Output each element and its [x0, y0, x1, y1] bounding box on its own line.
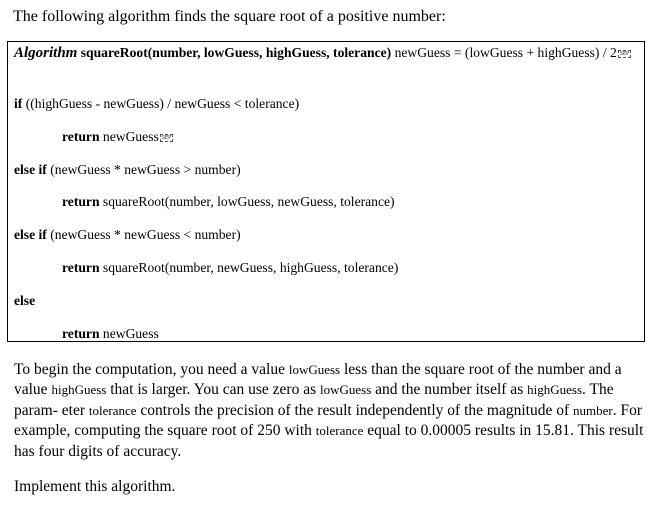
para-text-6: controls the precision of the result independently of the magnitude of [136, 401, 573, 419]
line-if-keyword: if [14, 96, 23, 111]
code-tolerance-2: tolerance [315, 423, 364, 439]
code-highguess-1: highGuess [51, 382, 107, 398]
algorithm-header [14, 44, 634, 63]
algorithm-signature: squareRoot(number, lowGuess, highGuess, tolerance) [80, 45, 392, 60]
para-text-4: and the number itself as [371, 381, 528, 399]
line-else-if-2-text: (newGuess * newGuess < number) [50, 227, 241, 242]
line-if [14, 95, 299, 112]
para-text-5: . The param- eter [14, 381, 614, 419]
line-else [14, 292, 35, 309]
line-else-if-1-keyword: else if [14, 162, 47, 177]
line-return-3-text: squareRoot(number, newGuess, highGuess, tolerance) [102, 260, 399, 275]
para-text-8: equal to 0.00005 results in 15.81. This result has four digits of accuracy. [14, 422, 644, 460]
para-text-1: To begin the computation, you need a value [14, 361, 289, 378]
line-return-1-text: newGuess [102, 129, 159, 144]
line-return-3 [62, 259, 398, 276]
para-text-7: . For example, computing the square root of 250 with [14, 401, 642, 440]
line-else-if-2 [14, 226, 241, 243]
line-return-2-keyword: return [62, 194, 100, 209]
closing-instruction: Implement this algorithm. [14, 478, 176, 495]
algorithm-keyword: Algorithm [14, 45, 78, 61]
line-return-1-keyword: return [62, 129, 100, 144]
line-else-if-1-text: (newGuess * newGuess > number) [50, 162, 241, 177]
line-return-4-keyword: return [62, 326, 100, 341]
code-number: number [572, 402, 613, 418]
line-return-4 [62, 325, 159, 342]
line-else-if-2-keyword: else if [14, 227, 47, 242]
para-text-2: less than the square root of the number and a value [14, 361, 622, 399]
algorithm-box [7, 41, 645, 342]
line-return-4-text: newGuess [102, 326, 159, 341]
line-return-2 [62, 193, 395, 210]
line-if-text: ((highGuess - newGuess) / newGuess < tolerance) [25, 96, 300, 111]
para-text-3: that is larger. You can use zero as [106, 381, 320, 399]
explanation-paragraph [14, 360, 654, 462]
algorithm-first-statement: newGuess = (lowGuess + highGuess) / 2 [394, 45, 617, 60]
sep-marker-2: SEP [161, 134, 172, 141]
intro-text: The following algorithm finds the square root of a positive number: [13, 8, 446, 25]
code-tolerance-1: tolerance [88, 402, 137, 418]
line-return-2-text: squareRoot(number, lowGuess, newGuess, tolerance) [102, 194, 395, 209]
line-else-if-1 [14, 161, 241, 178]
line-return-1 [62, 128, 173, 145]
code-highguess-2: highGuess [527, 382, 582, 398]
line-return-3-keyword: return [62, 260, 100, 275]
code-lowguess-1: lowGuess [288, 362, 341, 377]
sep-marker-1: SEP [619, 50, 630, 57]
line-else-keyword: else [14, 293, 36, 308]
code-lowguess-2: lowGuess [320, 382, 372, 398]
